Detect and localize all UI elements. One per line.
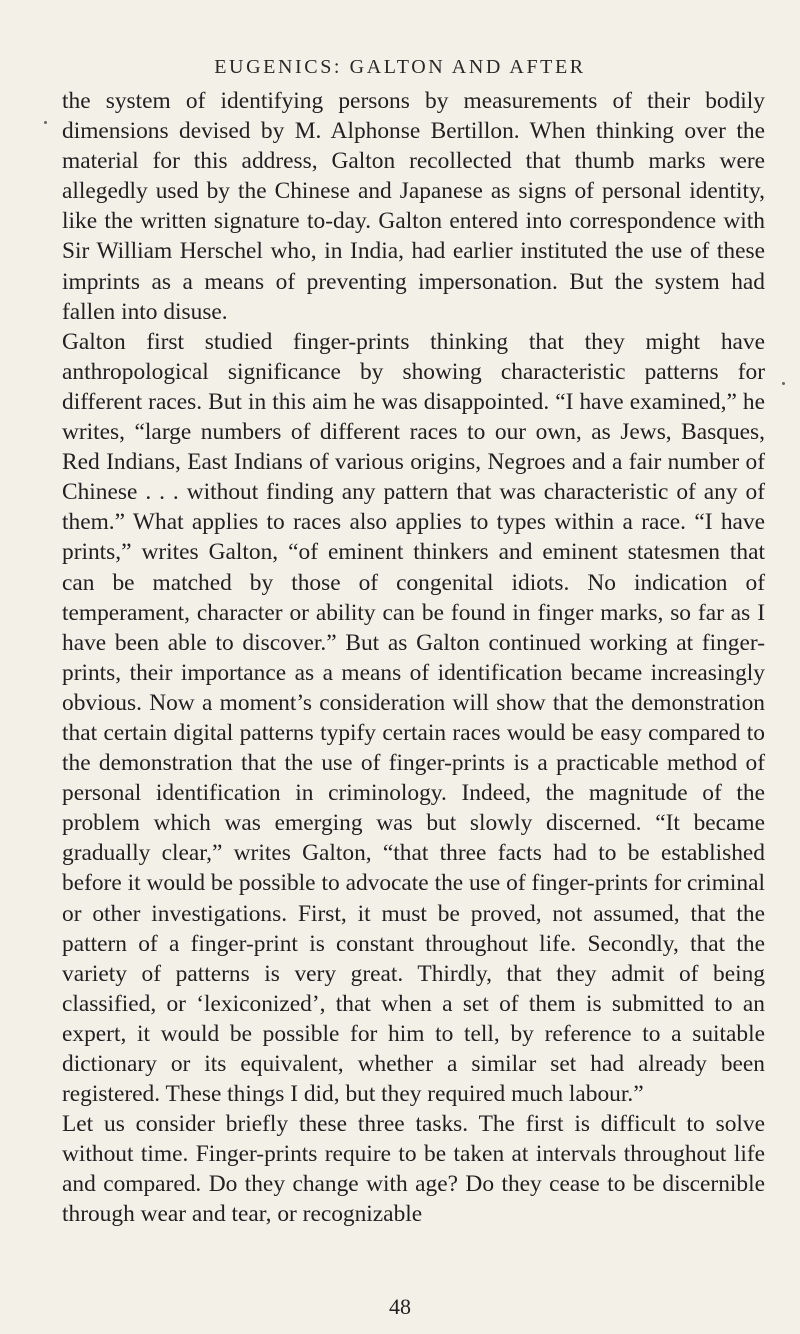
paragraph-continued: the system of identifying persons by measurements of their bodily dimensions devised by M. Alphonse Bertillon. When thinking over the material for this address, Galton recollected that thumb marks were allegedly used by the Chinese and Japanese as signs of personal identity, like the written signature to-day. Galton entered into correspondence with Sir William Herschel who, in India, had earlier instituted the use of these imprints as a means of preventing impersonation. But the system had fallen into disuse. (62, 88, 765, 325)
paper-speck (44, 121, 47, 124)
page-number: 48 (389, 1294, 411, 1319)
body-text (62, 86, 765, 1230)
running-head: EUGENICS: GALTON AND AFTER (214, 56, 586, 78)
paper-speck (782, 382, 785, 385)
paragraph-fingerprints: Galton first studied finger-prints thinking that they might have anthropological significance by showing characteristic patterns for different races. But in this aim he was disappointed. “I have examined,” he writes, “large numbers of different races to our own, as Jews, Basques, Red Indians, East Indians of various origins, Negroes and a fair number of Chinese . . . without finding any pattern that was characteristic of any of them.” What applies to races also applies to types within a race. “I have prints,” writes Galton, “of eminent thinkers and eminent statesmen that can be matched by those of congenital idiots. No indication of temperament, character or ability can be found in finger marks, so far as I have been able to discover.” But as Galton continued working at finger-prints, their importance as a means of identification became increasingly obvious. Now a moment’s consideration will show that the demonstration that certain digital patterns typify certain races would be easy compared to the demonstration that the use of finger-prints is a practicable method of personal identification in criminology. Indeed, the magnitude of the problem which was emerging was but slowly discerned. “It became gradually clear,” writes Galton, “that three facts had to be established before it would be possible to advocate the use of finger-prints for criminal or other investigations. First, it must be proved, not assumed, that the pattern of a finger-print is constant throughout life. Secondly, that the variety of patterns is very great. Thirdly, that they admit of being classified, or ‘lexiconized’, that when a set of them is submitted to an expert, it would be possible for him to tell, by reference to a suitable dictionary or its equivalent, whether a similar set had already been registered. These things I did, but they required much labour.” (62, 328, 765, 1108)
paragraph-three-tasks: Let us consider briefly these three tasks. The first is difficult to solve without time. Finger-prints require to be taken at intervals throughout life and compared. Do they change with age? Do they cease to be discernible through wear and tear, or recognizable (62, 1111, 765, 1228)
